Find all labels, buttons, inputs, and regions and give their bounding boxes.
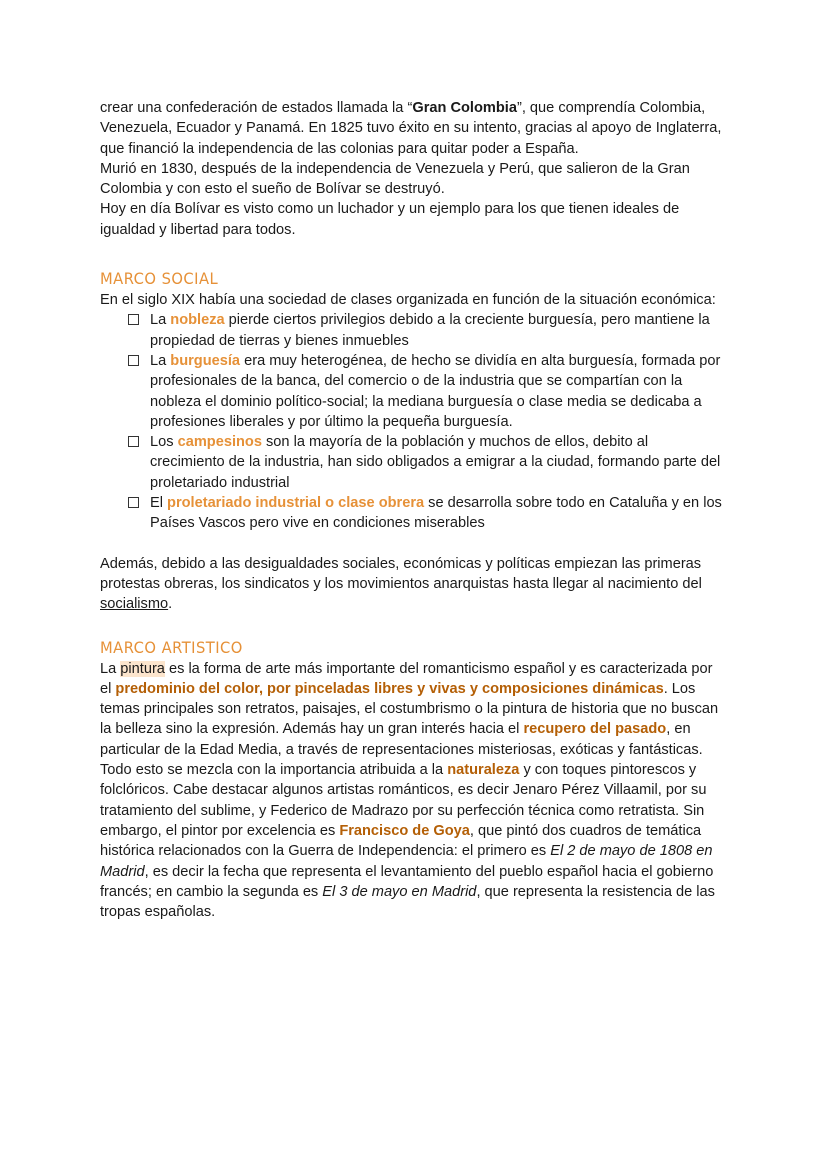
emphasis-text: campesinos (177, 434, 262, 451)
emphasis-text: predominio del color, por pinceladas libres y vivas y composiciones dinámicas (115, 680, 664, 697)
paragraph (100, 199, 726, 240)
paragraph (100, 98, 726, 159)
intro-section (100, 98, 726, 240)
social-class-list (100, 310, 726, 533)
document-page (100, 98, 726, 922)
list-item (150, 310, 726, 351)
emphasis-text: proletariado industrial o clase obrera (167, 495, 425, 512)
emphasis-text: Gran Colombia (412, 100, 517, 116)
text-run: , es decir la fecha que representa el levantamiento del pueblo español hacia el gobierno francés; en cambio la segunda es (100, 863, 714, 900)
text-run: Los (150, 434, 178, 451)
emphasis-text: burguesía (170, 352, 241, 369)
emphasis-text: socialismo (100, 596, 169, 613)
checkbox[interactable] (128, 497, 139, 508)
list-item (150, 493, 726, 534)
paragraph (100, 554, 726, 615)
checkbox[interactable] (128, 436, 139, 447)
text-run: En el siglo XIX había una sociedad de clases organizada en función de la situación económica: (100, 292, 716, 309)
text-run: La (100, 660, 121, 677)
list-item (150, 432, 726, 493)
checkbox[interactable] (128, 355, 139, 366)
text-run: pierde ciertos privilegios debido a la creciente burguesía, pero mantiene la propiedad de tierras y bienes inmuebles (150, 312, 710, 349)
text-run: , que pintó dos cuadros de temática histórica relacionados con la Guerra de Independencia: el primero es (100, 822, 702, 860)
text-run: se desarrolla sobre todo en Cataluña y en los Países Vascos pero vive en condiciones miserables (150, 495, 722, 532)
emphasis-text: recupero del pasado (523, 721, 667, 738)
text-run: . Los temas principales son retratos, paisajes, el costumbrismo o la pintura de historia que no buscan la belleza sino la expresión. Además hay un gran interés hacia el (100, 680, 719, 738)
text-run: ”, que comprendía Colombia, Venezuela, Ecuador y Panamá. En 1825 tuvo éxito en su intento, gracias al apoyo de Inglaterra, que financió la independencia de las colonias para quitar poder a España. (100, 100, 722, 157)
emphasis-text: naturaleza (447, 762, 520, 779)
text-run: Además, debido a las desigualdades sociales, económicas y políticas empiezan las primeras protestas obreras, los sindicatos y los movimientos anarquistas hasta llegar al nacimiento del (100, 555, 702, 592)
text-run: . (168, 596, 173, 613)
emphasis-text: El 3 de mayo en Madrid (322, 883, 477, 900)
text-run: La (150, 352, 171, 369)
emphasis-text: pintura (120, 660, 165, 677)
text-run: y con toques pintorescos y folclóricos. Cabe destacar algunos artistas románticos, es decir Jenaro Pérez Villaamil, por su tratamiento del sublime, y Federico de Madrazo por su perfección técnica como retratista. Sin embargo, el pintor por excelencia es (100, 762, 707, 839)
checkbox[interactable] (128, 314, 139, 325)
text-run: es la forma de arte más importante del romanticismo español y es caracterizada por el (100, 660, 713, 697)
text-run: La (150, 312, 171, 329)
paragraph (100, 290, 726, 310)
text-run: crear una confederación de estados llamada la “ (100, 100, 413, 116)
text-run: son la mayoría de la población y muchos de ellos, debito al crecimiento de la industria, han sido obligados a emigrar a la ciudad, formando parte del proletariado industrial (150, 434, 721, 491)
emphasis-text: El 2 de mayo de 1808 en Madrid (100, 843, 713, 880)
section-heading-artistic: MARCO ARTISTICO (100, 637, 243, 657)
list-item (150, 351, 726, 432)
paragraph (100, 659, 726, 923)
emphasis-text: Francisco de Goya (339, 822, 470, 839)
text-run: , en particular de la Edad Media, a través de representaciones misteriosas, exóticas y fantásticas. Todo esto se mezcla con la importancia atribuida a la (100, 721, 703, 779)
section-heading-social: MARCO SOCIAL (100, 269, 219, 289)
paragraph (100, 159, 726, 200)
text-run: El (150, 495, 168, 512)
text-run: Murió en 1830, después de la independencia de Venezuela y Perú, que salieron de la Gran Colombia y con esto el sueño de Bolívar se destruyó. (100, 160, 690, 198)
text-run: , que representa la resistencia de las tropas españolas. (100, 883, 715, 921)
text-run: era muy heterogénea, de hecho se dividía en alta burguesía, formada por profesionales de la banca, del comercio o de la industria que se compartían con la nobleza el dominio político-social; la mediana burguesía o clase media se dedicaba a profesiones liberales y por último la pequeña burguesía. (150, 352, 721, 430)
text-run: Hoy en día Bolívar es visto como un luchador y un ejemplo para los que tienen ideales de igualdad y libertad para todos. (100, 201, 680, 238)
emphasis-text: nobleza (170, 312, 225, 329)
